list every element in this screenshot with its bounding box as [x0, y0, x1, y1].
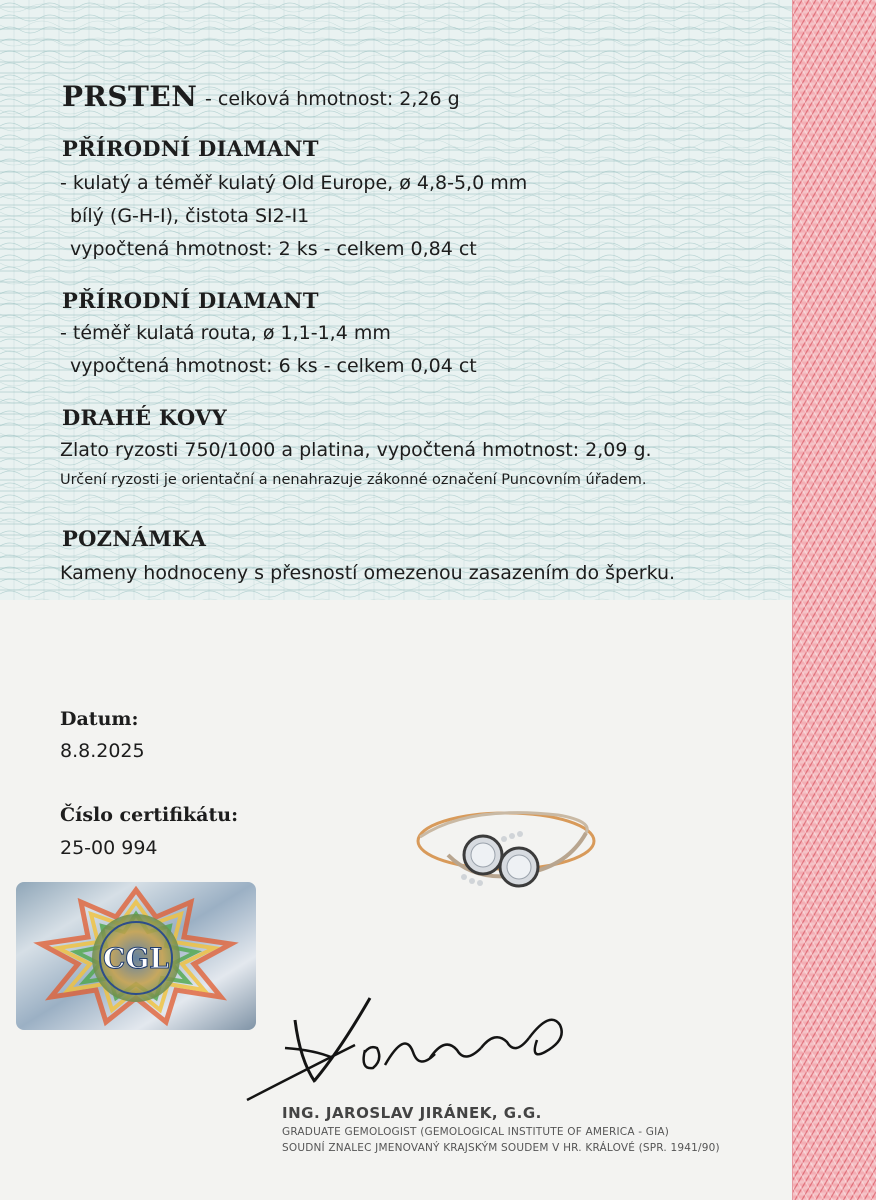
diamond2-line: vypočtená hmotnost: 6 ks - celkem 0,04 ct — [70, 355, 477, 377]
certificate-number-label: Číslo certifikátu: — [60, 804, 239, 826]
metals-line: Zlato ryzosti 750/1000 a platina, vypočtená hmotnost: 2,09 g. — [60, 439, 652, 461]
diamond2-line: - téměř kulatá routa, ø 1,1-1,4 mm — [60, 322, 391, 344]
diamond1-heading: PŘÍRODNÍ DIAMANT — [62, 136, 319, 161]
details-panel — [0, 0, 792, 600]
diamond1-line: bílý (G-H-I), čistota SI2-I1 — [70, 205, 310, 227]
metals-note: Určení ryzosti je orientační a nenahrazuje zákonné označení Puncovním úřadem. — [60, 472, 647, 488]
diamond1-line: vypočtená hmotnost: 2 ks - celkem 0,84 ct — [70, 238, 477, 260]
ring-image — [408, 795, 608, 905]
remark-line: Kameny hodnoceny s přesností omezenou zasazením do šperku. — [60, 562, 676, 584]
certificate-number-value: 25-00 994 — [60, 837, 158, 859]
date-value: 8.8.2025 — [60, 740, 145, 762]
hologram-graphic — [16, 882, 256, 1030]
signatory-appointment: SOUDNÍ ZNALEC JMENOVANÝ KRAJSKÝM SOUDEM V HR. KRÁLOVÉ (SPR. 1941/90) — [282, 1142, 720, 1154]
signatory-title: GRADUATE GEMOLOGIST (GEMOLOGICAL INSTITUTE OF AMERICA - GIA) — [282, 1126, 670, 1138]
item-title: PRSTEN — [62, 80, 198, 113]
item-subtitle: - celková hmotnost: 2,26 g — [205, 88, 460, 110]
security-strip — [792, 0, 876, 1200]
remark-heading: POZNÁMKA — [62, 526, 207, 551]
diamond2-heading: PŘÍRODNÍ DIAMANT — [62, 288, 319, 313]
date-label: Datum: — [60, 708, 139, 730]
hologram-seal — [16, 882, 256, 1030]
diamond1-line: - kulatý a téměř kulatý Old Europe, ø 4,8-5,0 mm — [60, 172, 528, 194]
signatory-name: ING. JAROSLAV JIRÁNEK, G.G. — [282, 1104, 542, 1122]
metals-heading: DRAHÉ KOVY — [62, 405, 228, 430]
hologram-text: CGL — [103, 942, 169, 975]
signature — [245, 990, 575, 1105]
